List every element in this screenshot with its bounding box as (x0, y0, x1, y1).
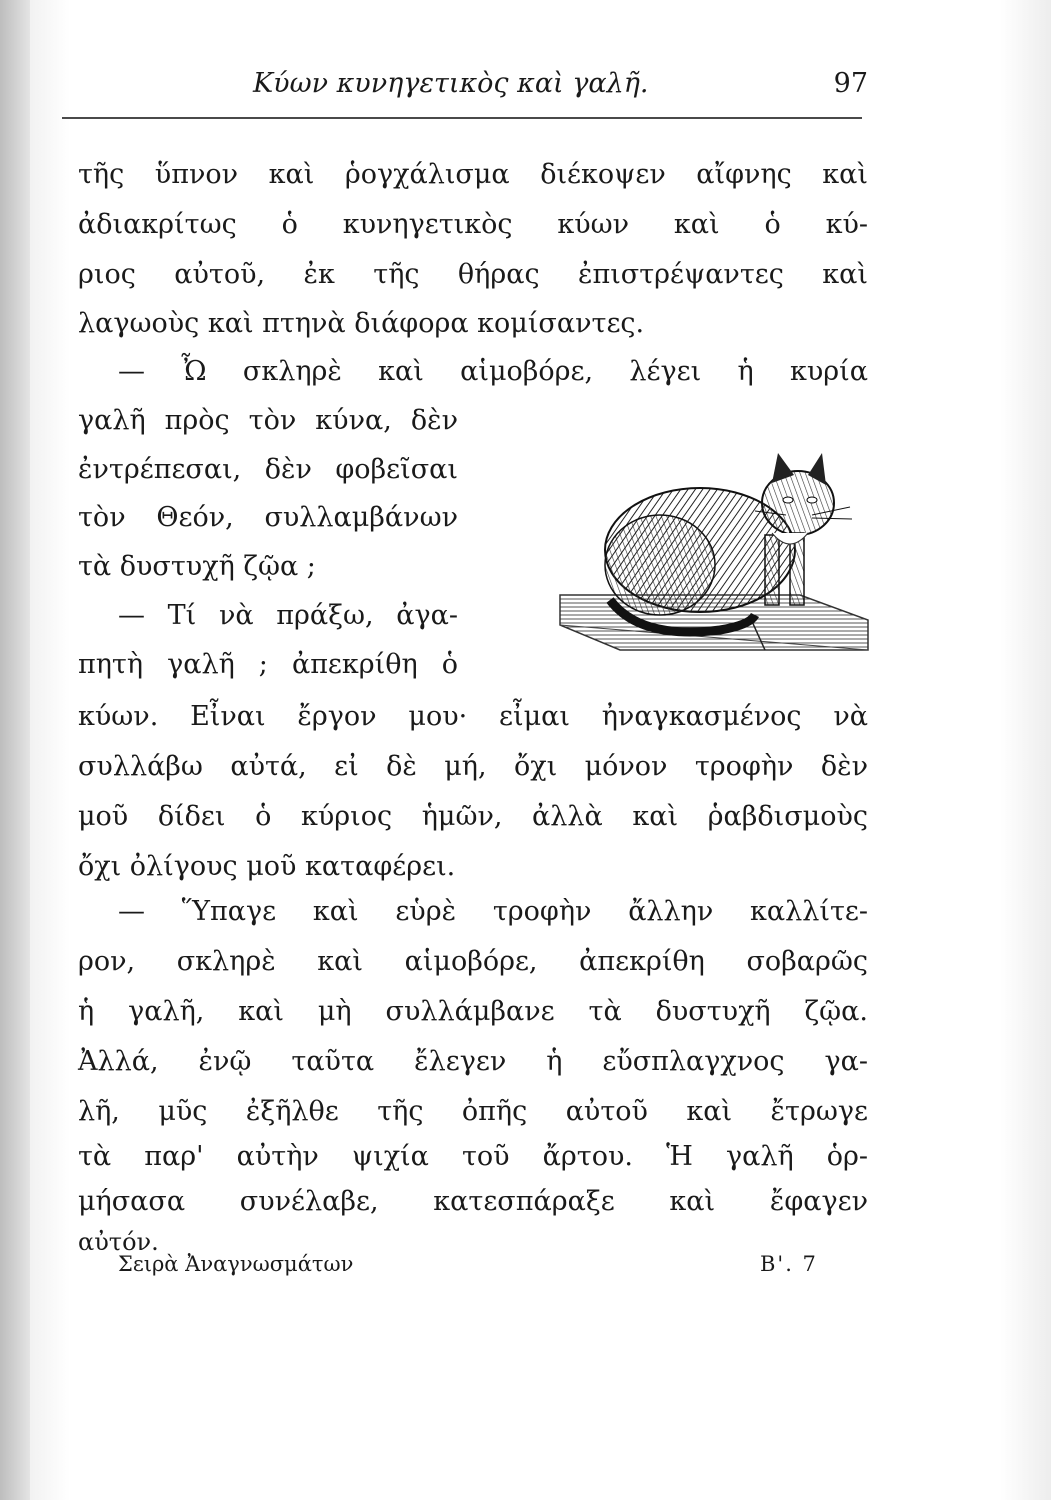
running-header (78, 64, 868, 108)
text-line: — Ὕπαγε καὶ εὑρὲ τροφὴν ἄλλην καλλίτε- (118, 896, 868, 927)
text-line: ἐντρέπεσαι, δὲν φοβεῖσαι (78, 454, 458, 485)
text-line: συλλάβω αὐτά, εἰ δὲ μή, ὄχι μόνον τροφὴν δὲν (78, 751, 868, 782)
text-line: Ἀλλά, ἐνῷ ταῦτα ἔλεγεν ἡ εὔσπλαγχνος γα- (78, 1046, 868, 1077)
text-line: τὸν Θεόν, συλλαμβάνων (78, 502, 458, 533)
page-number: 97 (833, 68, 868, 99)
text-line: τὰ παρ' αὐτὴν ψιχία τοῦ ἄρτου. Ἡ γαλῆ ὁρ- (78, 1141, 868, 1172)
cat-engraving-icon (550, 445, 870, 665)
signature-mark: Β'. 7 (760, 1252, 818, 1276)
text-line: πητὴ γαλῆ ; ἀπεκρίθη ὁ (78, 649, 458, 680)
text-line: ὄχι ὀλίγους μοῦ καταφέρει. (78, 851, 456, 882)
text-line: μοῦ δίδει ὁ κύριος ἡμῶν, ἀλλὰ καὶ ῥαβδισμοὺς (78, 801, 868, 832)
text-line: ἡ γαλῆ, καὶ μὴ συλλάμβανε τὰ δυστυχῆ ζῷα. (78, 996, 868, 1027)
book-spine-shadow (0, 0, 30, 1500)
text-line: λαγωοὺς καὶ πτηνὰ διάφορα κομίσαντες. (78, 308, 645, 339)
header-rule (62, 117, 862, 119)
text-line: τῆς ὕπνον καὶ ῥογχάλισμα διέκοψεν αἴφνης καὶ (78, 159, 868, 190)
text-line: λῆ, μῦς ἐξῆλθε τῆς ὀπῆς αὐτοῦ καὶ ἔτρωγε (78, 1096, 868, 1127)
text-line: ριος αὐτοῦ, ἐκ τῆς θήρας ἐπιστρέψαντες καὶ (78, 259, 868, 290)
text-line: τὰ δυστυχῆ ζῷα ; (78, 551, 316, 582)
text-line: ρον, σκληρὲ καὶ αἱμοβόρε, ἀπεκρίθη σοβαρῶς (78, 946, 868, 977)
series-footer: Σειρὰ Ἀναγνωσμάτων (118, 1252, 354, 1276)
running-title: Κύων κυνηγετικὸς καὶ γαλῆ. (253, 68, 649, 99)
text-line: κύων. Εἶναι ἔργον μου· εἶμαι ἠναγκασμένος νὰ (78, 701, 868, 732)
text-line: — Τί νὰ πράξω, ἀγα- (118, 600, 458, 631)
text-line: ἀδιακρίτως ὁ κυνηγετικὸς κύων καὶ ὁ κύ- (78, 209, 868, 240)
text-line: — Ὦ σκληρὲ καὶ αἱμοβόρε, λέγει ἡ κυρία (118, 356, 868, 387)
text-line: γαλῆ πρὸς τὸν κύνα, δὲν (78, 405, 458, 436)
text-line: αὐτόν. (78, 1228, 159, 1256)
text-line: μήσασα συνέλαβε, κατεσπάραξε καὶ ἔφαγεν (78, 1186, 868, 1217)
